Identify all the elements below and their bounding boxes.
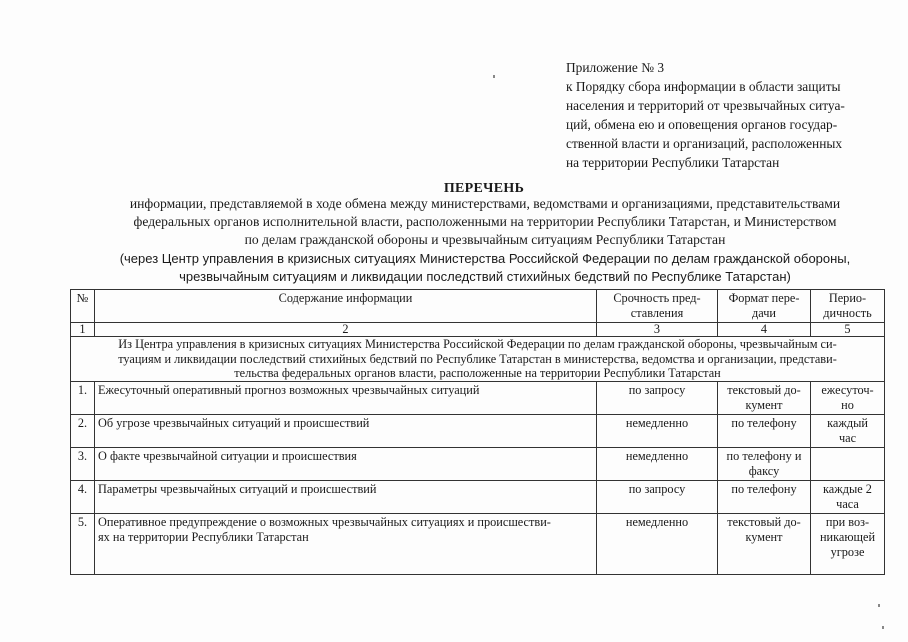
row-number: 2. bbox=[71, 414, 95, 447]
table-row bbox=[71, 414, 885, 447]
row-format-line: текстовый до- bbox=[727, 514, 801, 529]
row-period-line: каждые 2 bbox=[823, 481, 872, 496]
table-header-row bbox=[71, 290, 885, 323]
appendix-line: населения и территорий от чрезвычайных ситуа- bbox=[566, 98, 845, 113]
column-number: 5 bbox=[811, 323, 885, 337]
table-row bbox=[71, 513, 885, 574]
intro-line: информации, представляемой в ходе обмена между министерствами, ведомствами и организациями, представительствами bbox=[129, 196, 841, 211]
intro-paren-line: чрезвычайным ситуациям и ликвидации последствий стихийных бедствий по Республике Татарстан) bbox=[179, 268, 791, 284]
row-urgency: немедленно bbox=[597, 447, 718, 480]
intro-line: федеральных органов исполнительной власти, расположенными на территории Республики Татарстан, и Министерством bbox=[133, 214, 837, 230]
row-period bbox=[811, 513, 885, 574]
section-line: Из Центра управления в кризисных ситуациях Министерства Российской Федерации по делам гражданской обороны, чрезвычайным си- bbox=[118, 337, 837, 351]
scan-speck bbox=[882, 626, 884, 629]
section-line: туациям и ликвидации последствий стихийных бедствий по Республике Татарстан в министерства, ведомства и организации, представи- bbox=[118, 351, 837, 366]
row-urgency: немедленно bbox=[597, 414, 718, 447]
information-table bbox=[70, 289, 885, 575]
row-content: Параметры чрезвычайных ситуаций и происшествий bbox=[95, 480, 597, 513]
row-content: Ежесуточный оперативный прогноз возможных чрезвычайных ситуаций bbox=[95, 381, 597, 414]
appendix-line: ций, обмена ею и оповещения органов государ- bbox=[566, 117, 838, 132]
row-number: 1. bbox=[71, 381, 95, 414]
row-period bbox=[811, 480, 885, 513]
header-period bbox=[811, 290, 885, 323]
header-urgency bbox=[597, 290, 718, 323]
row-content: О факте чрезвычайной ситуации и происшествия bbox=[95, 447, 597, 480]
row-period-line: ежесуточ- bbox=[821, 382, 874, 397]
document-intro bbox=[60, 195, 908, 286]
row-content-line: Оперативное предупреждение о возможных чрезвычайных ситуациях и происшестви- bbox=[98, 514, 551, 529]
header-urgency-line: Срочность пред- bbox=[613, 291, 701, 305]
header-urgency-line: ставления bbox=[630, 306, 684, 320]
scan-speck bbox=[493, 75, 495, 78]
column-number: 2 bbox=[95, 323, 597, 337]
intro-paren-line: (через Центр управления в кризисных ситуациях Министерства Российской Федерации по делам гражданской обороны, bbox=[119, 250, 851, 266]
row-format bbox=[718, 447, 811, 480]
column-number: 1 bbox=[71, 323, 95, 337]
row-period-line: угрозе bbox=[830, 544, 865, 559]
section-row bbox=[71, 337, 885, 382]
row-urgency: немедленно bbox=[597, 513, 718, 574]
section-heading bbox=[71, 337, 885, 382]
document-title: ПЕРЕЧЕНЬ bbox=[443, 181, 525, 196]
header-format-line: дачи bbox=[752, 306, 776, 320]
scan-speck bbox=[878, 604, 880, 607]
row-number: 5. bbox=[71, 513, 95, 574]
header-format bbox=[718, 290, 811, 323]
row-format-line: по телефону bbox=[731, 415, 797, 430]
row-content bbox=[95, 513, 597, 574]
row-format bbox=[718, 381, 811, 414]
row-format-line: кумент bbox=[745, 397, 783, 412]
row-period bbox=[811, 447, 885, 480]
row-period-line: но bbox=[841, 397, 854, 412]
row-format bbox=[718, 480, 811, 513]
row-format bbox=[718, 513, 811, 574]
row-content: Об угрозе чрезвычайных ситуаций и происшествий bbox=[95, 414, 597, 447]
row-urgency: по запросу bbox=[597, 480, 718, 513]
row-format-line: текстовый до- bbox=[727, 382, 801, 397]
header-period-line: Перио- bbox=[828, 291, 867, 305]
section-line: тельства федеральных органов власти, расположенные на территории Республики Татарстан bbox=[234, 366, 721, 380]
row-period-line: при воз- bbox=[825, 514, 870, 529]
row-period-line: час bbox=[838, 430, 857, 445]
row-period-line: часа bbox=[836, 496, 859, 511]
header-number: № bbox=[71, 290, 95, 323]
row-format-line: факсу bbox=[748, 463, 780, 478]
table-row bbox=[71, 447, 885, 480]
header-content: Содержание информации bbox=[95, 290, 597, 323]
row-period bbox=[811, 381, 885, 414]
row-format-line: кумент bbox=[745, 529, 783, 544]
table-row bbox=[71, 480, 885, 513]
row-content-line: ях на территории Республики Татарстан bbox=[98, 529, 309, 544]
row-number: 3. bbox=[71, 447, 95, 480]
row-format bbox=[718, 414, 811, 447]
appendix-line: к Порядку сбора информации в области защиты bbox=[566, 79, 841, 94]
intro-line: по делам гражданской обороны и чрезвычайным ситуациям Республики Татарстан bbox=[244, 232, 726, 248]
row-period bbox=[811, 414, 885, 447]
column-number: 4 bbox=[718, 323, 811, 337]
row-format-line: по телефону bbox=[731, 481, 797, 496]
header-period-line: дичность bbox=[823, 306, 872, 320]
appendix-header bbox=[566, 58, 896, 172]
table-row bbox=[71, 381, 885, 414]
row-period-line: никающей bbox=[819, 529, 876, 544]
appendix-line: на территории Республики Татарстан bbox=[566, 155, 780, 170]
row-urgency: по запросу bbox=[597, 381, 718, 414]
appendix-line: Приложение № 3 bbox=[566, 60, 665, 75]
row-number: 4. bbox=[71, 480, 95, 513]
column-numbering-row bbox=[71, 323, 885, 337]
row-format-line: по телефону и bbox=[726, 448, 802, 463]
column-number: 3 bbox=[597, 323, 718, 337]
header-format-line: Формат пере- bbox=[728, 291, 800, 305]
appendix-line: ственной власти и организаций, расположенных bbox=[566, 136, 843, 151]
row-period-line: каждый bbox=[827, 415, 868, 430]
